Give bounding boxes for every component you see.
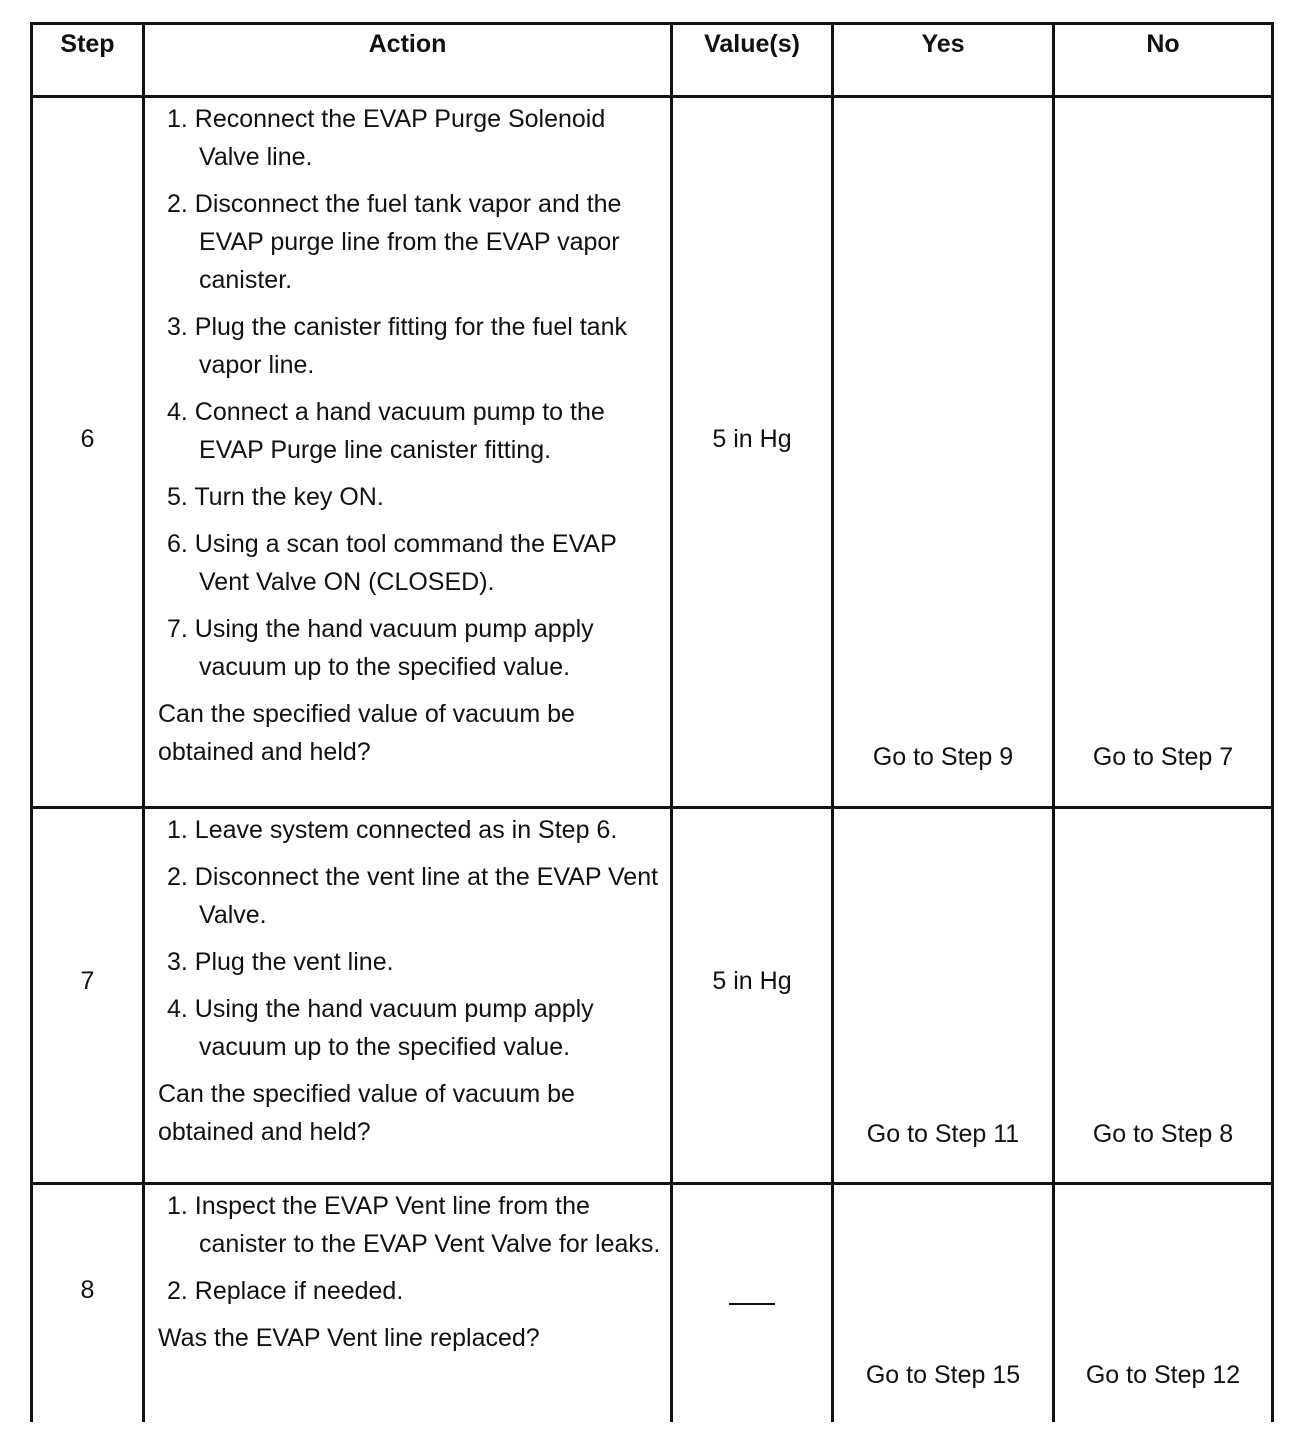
- action-question: Was the EVAP Vent line replaced?: [158, 1324, 540, 1352]
- value-cell: 5 in Hg: [712, 967, 792, 995]
- value-cell-dash: [673, 1288, 831, 1318]
- column-divider: [1052, 23, 1055, 1422]
- action-cell: [158, 100, 663, 771]
- header-step: Step: [60, 30, 115, 58]
- table-border-left: [30, 23, 33, 1422]
- row-divider: [30, 806, 1274, 809]
- no-cell: Go to Step 8: [1092, 1120, 1234, 1148]
- action-cell: [158, 811, 663, 1151]
- header-divider: [30, 95, 1274, 98]
- table-border-top: [30, 22, 1274, 25]
- step-number: 8: [80, 1276, 95, 1304]
- action-item: 1. Reconnect the EVAP Purge Solenoid Valve line.: [167, 105, 606, 171]
- step-number: 6: [80, 425, 95, 453]
- action-item: 7. Using the hand vacuum pump apply vacuum up to the specified value.: [167, 615, 594, 681]
- row-divider: [30, 1182, 1274, 1185]
- action-item: 1. Inspect the EVAP Vent line from the canister to the EVAP Vent Valve for leaks.: [167, 1192, 661, 1258]
- action-item: 4. Using the hand vacuum pump apply vacuum up to the specified value.: [167, 995, 594, 1061]
- header-action: Action: [368, 30, 447, 58]
- action-item: 1. Leave system connected as in Step 6.: [167, 816, 618, 844]
- no-cell: Go to Step 7: [1092, 743, 1234, 771]
- no-cell: Go to Step 12: [1085, 1361, 1241, 1389]
- column-divider: [670, 23, 673, 1422]
- action-item: 2. Disconnect the fuel tank vapor and the EVAP purge line from the EVAP vapor canister.: [167, 190, 622, 294]
- header-values: Value(s): [704, 30, 800, 58]
- yes-cell: Go to Step 9: [872, 743, 1014, 771]
- action-question: Can the specified value of vacuum be obtained and held?: [158, 1080, 575, 1146]
- action-item: 6. Using a scan tool command the EVAP Vent Valve ON (CLOSED).: [167, 530, 617, 596]
- yes-cell: Go to Step 15: [865, 1361, 1021, 1389]
- yes-cell: Go to Step 11: [866, 1120, 1020, 1148]
- dash-mark: [729, 1303, 775, 1305]
- action-item: 3. Plug the vent line.: [167, 948, 394, 976]
- action-cell: [158, 1187, 663, 1357]
- action-item: 3. Plug the canister fitting for the fuel tank vapor line.: [167, 313, 627, 379]
- header-no: No: [1146, 30, 1180, 58]
- action-question: Can the specified value of vacuum be obtained and held?: [158, 700, 575, 766]
- header-yes: Yes: [921, 30, 965, 58]
- step-number: 7: [80, 967, 95, 995]
- action-item: 5. Turn the key ON.: [167, 483, 384, 511]
- action-item: 2. Replace if needed.: [167, 1277, 404, 1305]
- column-divider: [831, 23, 834, 1422]
- action-item: 4. Connect a hand vacuum pump to the EVAP Purge line canister fitting.: [167, 398, 605, 464]
- action-item: 2. Disconnect the vent line at the EVAP Vent Valve.: [167, 863, 659, 929]
- table-border-right: [1271, 23, 1274, 1422]
- column-divider: [142, 23, 145, 1422]
- value-cell: 5 in Hg: [712, 425, 792, 453]
